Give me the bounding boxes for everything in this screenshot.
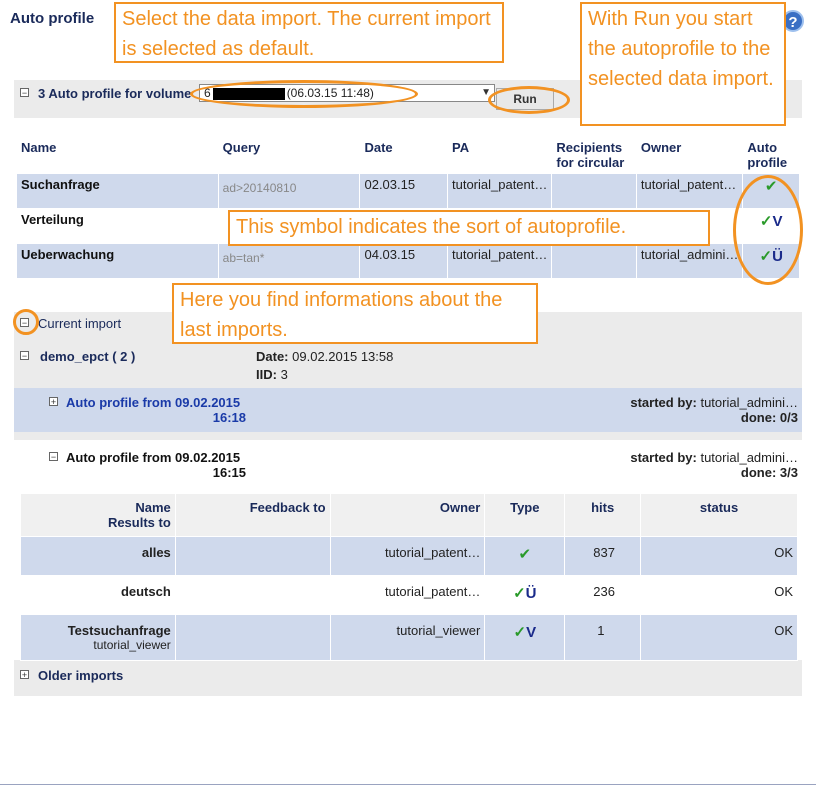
result-name[interactable]: alles	[21, 537, 175, 575]
table-row[interactable]	[21, 537, 797, 575]
profile-date: 02.03.15	[360, 174, 447, 208]
table-row[interactable]	[21, 615, 797, 660]
v-icon: ✓V	[513, 624, 537, 641]
col-header-hits: hits	[565, 494, 640, 536]
col-header-name: Name Results to	[21, 494, 175, 536]
volume-label: 3 Auto profile for volume	[38, 86, 192, 101]
import-date: Date: 09.02.2015 13:58	[256, 349, 394, 364]
annotation-select-import: Select the data import. The current import is selected as default.	[114, 2, 504, 63]
run-title[interactable]: Auto profile from 09.02.2015 16:15	[66, 450, 246, 480]
check-icon: ✔	[764, 178, 778, 195]
profile-recipients	[552, 174, 635, 208]
result-status: OK	[641, 615, 797, 660]
col-header-owner: Owner	[331, 494, 485, 536]
highlight-run-oval	[488, 86, 570, 114]
col-header-query: Query	[219, 137, 360, 173]
page-title: Auto profile	[10, 10, 95, 27]
profile-query: ad>20140810	[219, 174, 360, 208]
table-row[interactable]	[21, 576, 797, 614]
col-header-feedback: Feedback to	[176, 494, 330, 536]
annotation-info: Here you find informations about the last imports.	[172, 283, 538, 344]
older-imports-label[interactable]: Older imports	[38, 668, 124, 683]
table-row[interactable]	[17, 174, 799, 208]
help-icon[interactable]: ?	[782, 10, 804, 32]
highlight-icons-oval	[733, 175, 803, 285]
u-icon: ✓Ü	[513, 585, 537, 602]
col-header-name: Name	[17, 137, 218, 173]
profile-recipients	[552, 244, 635, 278]
result-type	[485, 615, 564, 660]
collapse-toggle-icon[interactable]: −	[21, 351, 28, 361]
import-iid: IID: 3	[256, 367, 288, 382]
footer-divider	[0, 784, 816, 785]
profile-name[interactable]: Verteilung	[17, 209, 218, 243]
col-header-date: Date	[360, 137, 447, 173]
result-feedback	[176, 615, 330, 660]
profile-query: ab=tan*	[219, 244, 360, 278]
col-header-type: Type	[485, 494, 564, 536]
v-icon: ✓V	[759, 213, 783, 230]
import-name[interactable]: demo_epct ( 2 )	[40, 349, 136, 364]
expand-toggle-icon[interactable]: +	[50, 397, 57, 407]
run-button[interactable]: Run	[496, 88, 554, 110]
result-type	[485, 576, 564, 614]
table-row[interactable]	[17, 244, 799, 278]
collapse-toggle-icon[interactable]: −	[21, 318, 28, 328]
result-owner: tutorial_viewer	[331, 615, 485, 660]
result-owner: tutorial_patent…	[331, 537, 485, 575]
result-status: OK	[641, 576, 797, 614]
result-owner: tutorial_patent…	[331, 576, 485, 614]
profile-date: 04.03.15	[360, 244, 447, 278]
result-hits: 1	[565, 615, 640, 660]
col-header-auto-profile: Auto profile	[743, 137, 799, 173]
profile-pa: tutorial_patent…	[448, 244, 551, 278]
results-table	[20, 493, 798, 661]
collapse-toggle-icon[interactable]: −	[21, 88, 28, 98]
select-suffix: (06.03.15 11:48)	[286, 86, 374, 100]
run-title[interactable]: Auto profile from 09.02.2015 16:18	[66, 395, 246, 425]
annotation-run: With Run you start the autoprofile to the selected data import.	[580, 2, 786, 126]
run-meta: started by: tutorial_admini… done: 3/3	[630, 450, 798, 480]
result-type	[485, 537, 564, 575]
result-name[interactable]: Testsuchanfrage tutorial_viewer	[21, 615, 175, 660]
col-header-owner: Owner	[637, 137, 743, 173]
col-header-recipients: Recipients for circular	[552, 137, 635, 173]
result-status: OK	[641, 537, 797, 575]
highlight-select-oval	[190, 80, 418, 108]
run-meta: started by: tutorial_admini… done: 0/3	[630, 395, 798, 425]
annotation-symbol: This symbol indicates the sort of autoprofile.	[228, 210, 710, 246]
expand-toggle-icon[interactable]: +	[21, 670, 28, 680]
profile-name[interactable]: Suchanfrage	[17, 174, 218, 208]
current-import-label[interactable]: Current import	[38, 316, 122, 331]
chevron-down-icon: ▼	[481, 87, 491, 98]
check-icon: ✔	[518, 546, 532, 563]
profile-pa: tutorial_patent…	[448, 174, 551, 208]
result-hits: 236	[565, 576, 640, 614]
col-header-status: status	[641, 494, 797, 536]
profile-table	[16, 136, 800, 279]
result-name[interactable]: deutsch	[21, 576, 175, 614]
profile-name[interactable]: Ueberwachung	[17, 244, 218, 278]
col-header-pa: PA	[448, 137, 551, 173]
result-hits: 837	[565, 537, 640, 575]
result-feedback	[176, 537, 330, 575]
profile-owner: tutorial_patent…	[637, 174, 743, 208]
select-prefix: 6	[204, 86, 211, 100]
highlight-toggle-oval	[13, 309, 39, 335]
collapse-toggle-icon[interactable]: −	[50, 452, 57, 462]
u-icon: ✓Ü	[759, 248, 783, 265]
result-feedback	[176, 576, 330, 614]
profile-owner: tutorial_admini…	[637, 244, 743, 278]
